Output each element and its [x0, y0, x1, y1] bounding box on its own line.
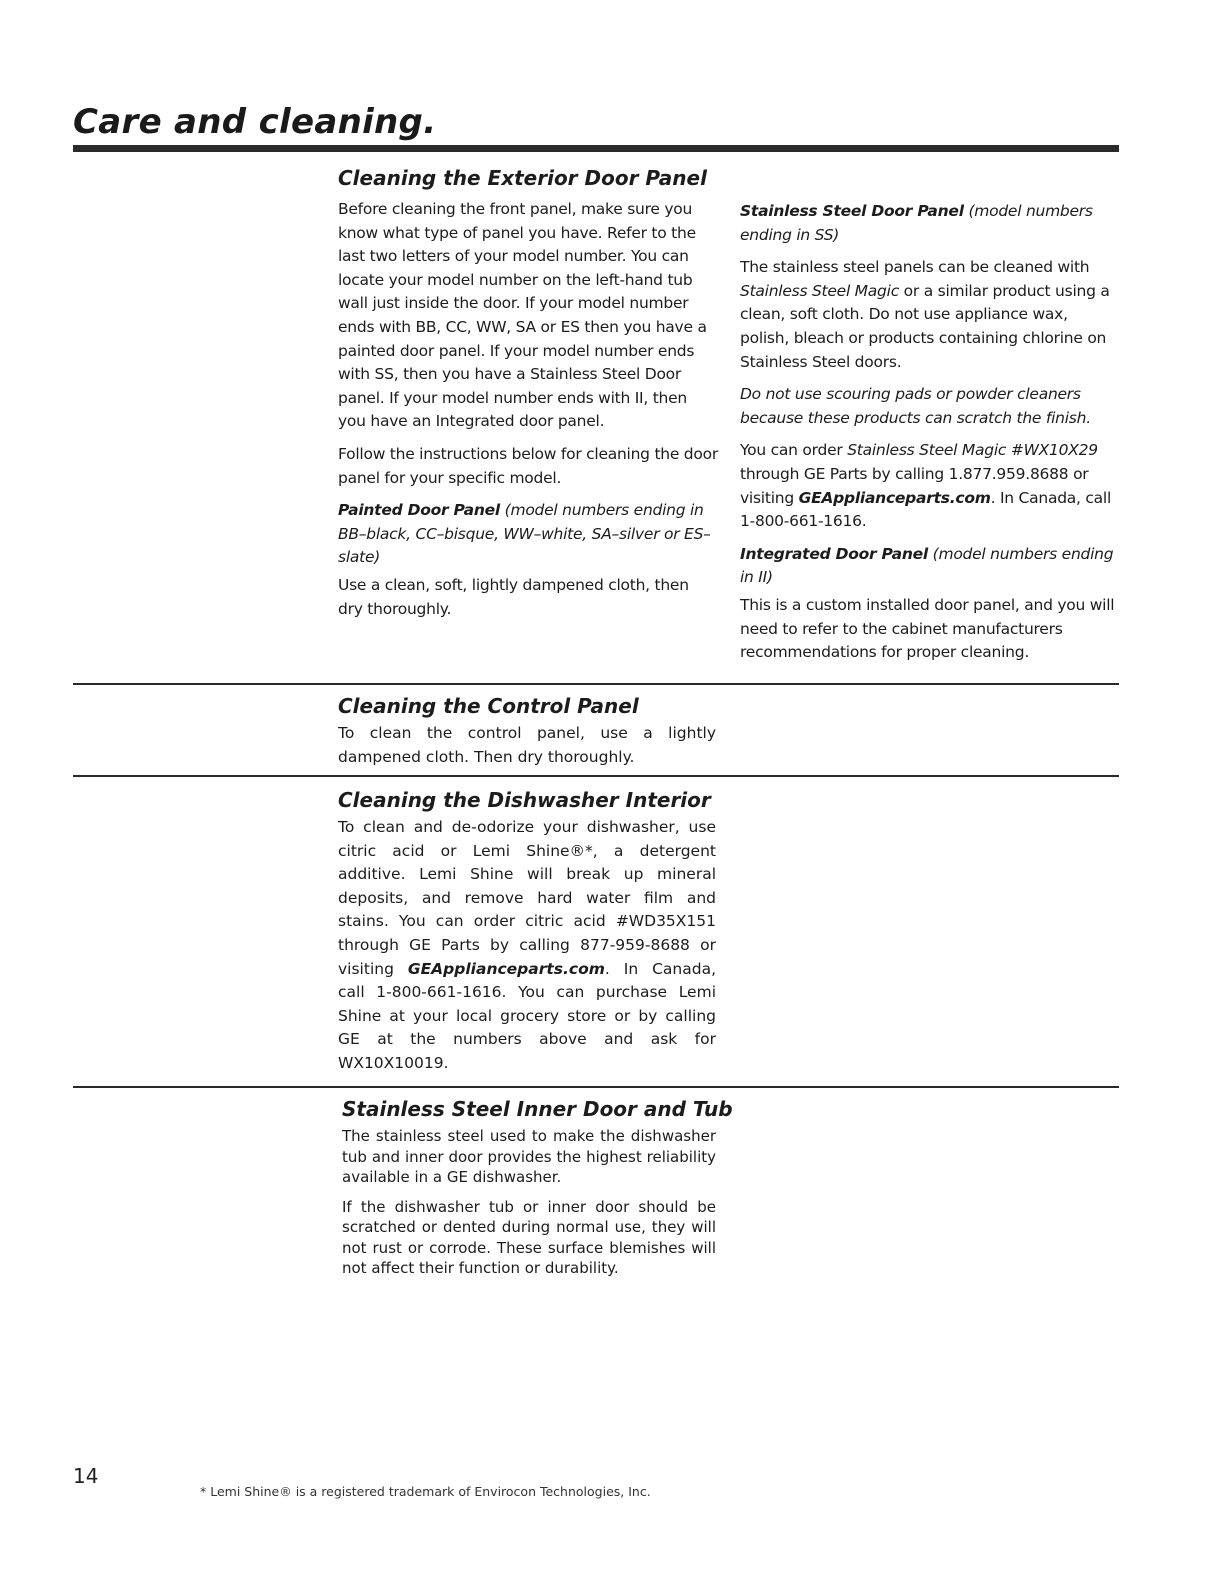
footnote: * Lemi Shine® is a registered trademark of Envirocon Technologies, Inc.: [200, 1484, 651, 1499]
control-panel-column: [338, 722, 716, 778]
heading-stainless-inner-door-tub: Stainless Steel Inner Door and Tub: [342, 1097, 733, 1121]
section-divider: [73, 775, 1119, 777]
stainless-label: Stainless Steel Door Panel: [740, 202, 964, 220]
heading-dishwasher-interior: Cleaning the Dishwasher Interior: [338, 788, 711, 812]
stainless-warning: Do not use scouring pads or powder cleaners because these products can scratch the finish.: [740, 385, 1091, 427]
painted-note: (model numbers ending in BB–black, CC–bisque, WW–white, SA–silver or ES–slate): [338, 501, 711, 567]
painted-instructions: Use a clean, soft, lightly dampened cloth, then dry thoroughly.: [338, 575, 689, 618]
page-title: Care and cleaning.: [73, 102, 437, 142]
interior-text: [338, 816, 716, 1076]
stainless-text-2: or a similar product using a clean, soft cloth. Do not use appliance wax, polish, bleach or products containing chlorine on Stainless Steel doors.: [740, 281, 1110, 371]
integrated-note: (model numbers ending in II): [740, 544, 1114, 587]
heading-control-panel: Cleaning the Control Panel: [338, 694, 639, 718]
integrated-label: Integrated Door Panel: [740, 544, 928, 563]
stainless-note: (model numbers ending in SS): [740, 202, 1093, 244]
stainless-product: Stainless Steel Magic: [740, 281, 899, 300]
order-product: Stainless Steel Magic #WX10X29: [847, 441, 1098, 460]
heading-exterior-door-panel: Cleaning the Exterior Door Panel: [338, 166, 707, 190]
page-number: 14: [73, 1464, 99, 1488]
exterior-intro-paragraph: Before cleaning the front panel, make sure you know what type of panel you have. Refer to the last two letters of your model number. You can locate your model number on the left-hand tub wall just inside the door. If your model number ends with BB, CC, WW, SA or ES then you have a painted door panel. If your model number ends with SS, then you have a Stainless Steel Door panel. If your model number ends with II, then you have an Integrated door panel.: [338, 200, 707, 431]
title-rule: [73, 145, 1119, 152]
exterior-left-column: [338, 198, 718, 630]
order-text-1: You can order: [740, 441, 848, 460]
control-panel-text: To clean the control panel, use a lightly dampened cloth. Then dry thoroughly.: [338, 724, 716, 766]
order-text-2: through GE Parts by calling 1.877.959.8688 or visiting: [740, 464, 1089, 507]
exterior-follow-paragraph: Follow the instructions below for cleaning the door panel for your specific model.: [338, 444, 718, 487]
integrated-door-panel-title: [740, 543, 1118, 590]
section-divider: [73, 683, 1119, 685]
interior-column: [338, 816, 716, 1085]
interior-text-2: . In Canada, call 1-800-661-1616. You can purchase Lemi Shine at your local grocery store or by calling GE at the numbers above and ask for WX10X10019.: [338, 959, 716, 1072]
order-instructions: [740, 439, 1118, 533]
order-text-3: . In Canada, call 1-800-661-1616.: [740, 488, 1112, 531]
stainless-text-1: The stainless steel panels can be cleaned with: [740, 258, 1090, 277]
interior-text-1: To clean and de-odorize your dishwasher, use citric acid or Lemi Shine®*, a detergent additive. Lemi Shine will break up mineral deposits, and remove hard water film and stains. You can order citric acid #WD35X151 through GE Parts by calling 877-959-8688 or visiting: [338, 818, 716, 978]
stainless-tub-paragraph-1: The stainless steel used to make the dishwasher tub and inner door provides the highest reliability available in a GE dishwasher.: [342, 1127, 716, 1186]
order-website: GEApplianceparts.com: [798, 488, 991, 507]
stainless-tub-column: [342, 1126, 716, 1288]
stainless-tub-paragraph-2: If the dishwasher tub or inner door should be scratched or dented during normal use, they will not rust or corrode. These surface blemishes will not affect their function or durability.: [342, 1197, 716, 1277]
stainless-instructions: [740, 256, 1118, 374]
interior-website: GEApplianceparts.com: [407, 959, 605, 978]
stainless-door-panel-title: [740, 200, 1118, 247]
section-divider: [73, 1086, 1119, 1088]
integrated-instructions: This is a custom installed door panel, and you will need to refer to the cabinet manufacturers recommendations for proper cleaning.: [740, 595, 1115, 662]
painted-label: Painted Door Panel: [338, 501, 500, 520]
painted-door-panel-title: [338, 499, 718, 570]
exterior-right-column: [740, 200, 1118, 674]
